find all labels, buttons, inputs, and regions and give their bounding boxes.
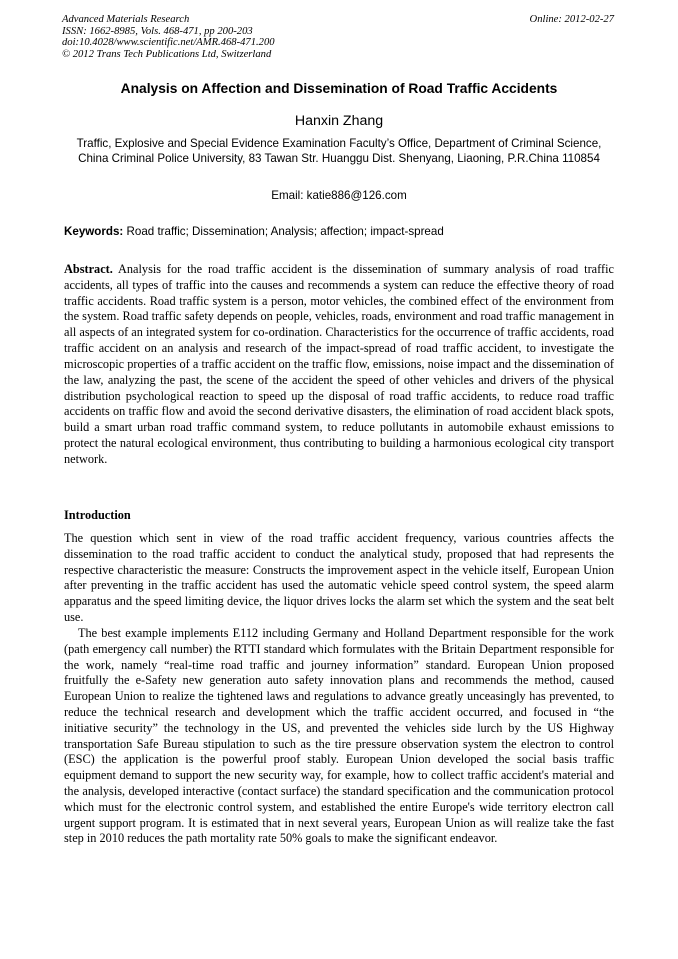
journal-name: Advanced Materials Research (62, 14, 190, 25)
introduction-body (64, 531, 614, 847)
abstract-label: Abstract. (64, 262, 113, 276)
keywords-label: Keywords: (64, 225, 124, 238)
online-date: Online: 2012-02-27 (529, 14, 614, 25)
keywords (64, 224, 616, 239)
author-affiliation: Traffic, Explosive and Special Evidence Examination Faculty’s Office, Department of Criminal Science, China Criminal Police University, 83 Tawan Str. Huanggu Dist. Shenyang, Liaoning, P.R.China 110854 (76, 137, 602, 165)
paragraph: The question which sent in view of the road traffic accident frequency, various countries affects the dissemination to the road traffic accident to conduct the analytical study, proposed that had represents the respective characteristic the measure: Constructs the improvement aspect in the vehicle itself, European Union after preventing in the traffic accident has used the automatic vehicle speed control system, the speed alarm apparatus and the speed limiting device, the liquor drives locks the alarm set which the system and the seat belt use. (64, 531, 614, 625)
journal-doi: doi:10.4028/www.scientific.net/AMR.468-471.200 (62, 37, 275, 49)
abstract (64, 262, 614, 468)
journal-header (62, 14, 275, 60)
keywords-text: Road traffic; Dissemination; Analysis; affection; impact-spread (126, 225, 444, 238)
journal-issn: ISSN: 1662-8985, Vols. 468-471, pp 200-203 (62, 25, 253, 37)
author-name: Hanxin Zhang (294, 113, 384, 129)
paper-title: Analysis on Affection and Dissemination of Road Traffic Accidents (120, 81, 558, 96)
journal-copyright: © 2012 Trans Tech Publications Ltd, Switzerland (62, 48, 272, 60)
author-email: Email: katie886@126.com (271, 189, 407, 202)
paragraph: The best example implements E112 including Germany and Holland Department responsible for the work (path emergency call number) the RTTI standard which formulates with the Britain Department responsible for the work, namely “real-time road traffic and journey information” standard. European Union proposed fruitfully the e-Safety new generation auto safety innovation plans and recommends the method, caused European Union to realize the tightened laws and regulations to advance greatly unceasingly has prevented, to reduce the technical research and development which the traffic accident occurred, and focused in “the initiative security” the technology in the US, and prevented the vehicles side lurch by the US Highway transportation Safe Bureau stipulation to such as the tire pressure observation system the electron to control (ESC) the application is the powerful proof stably. European Union developed the social basis traffic equipment demand to support the new security way, for example, how to collect traffic accident's material and the analysis, developed interactive (contact surface) the standard specification and the communication protocol which must for the electronic control system, and established the entire Europe's wide territory electron call urgent support program. It is estimated that in next several years, European Union as will realize take the fast step in 2010 reduces the path mortality rate 50% goals to make the significant endeavor. (64, 625, 614, 846)
section-heading-introduction: Introduction (64, 508, 131, 522)
abstract-text: Analysis for the road traffic accident is the dissemination of summary analysis of road traffic accidents, all types of traffic into the causes and recommends a system can reduce the effective theory of road traffic accidents. Road traffic system is a person, motor vehicles, the combined effect of the environment from the system. Road traffic safety depends on people, vehicles, roads, environment and road traffic management in all aspects of an integrated system for co-ordination. Characteristics for the occurrence of traffic accidents, road traffic accident on an analysis and research of the impact-spread of road traffic accident, to investigate the microscopic properties of a traffic accident on the traffic flow, emissions, noise impact and the dissemination of the law, analyzing the past, the scene of the accident the speed of other vehicles and drivers of the physical distribution psychological reaction to speed up the disposal of road traffic accidents, to reduce road traffic accidents on traffic flow and avoid the second derivative disasters, the elimination of road accident black spots, build a smart urban road traffic command system, to reduce pollutants in automobile exhaust emissions to protect the natural ecological environment, thus contributing to building a harmonious ecological city transport network. (64, 262, 614, 466)
